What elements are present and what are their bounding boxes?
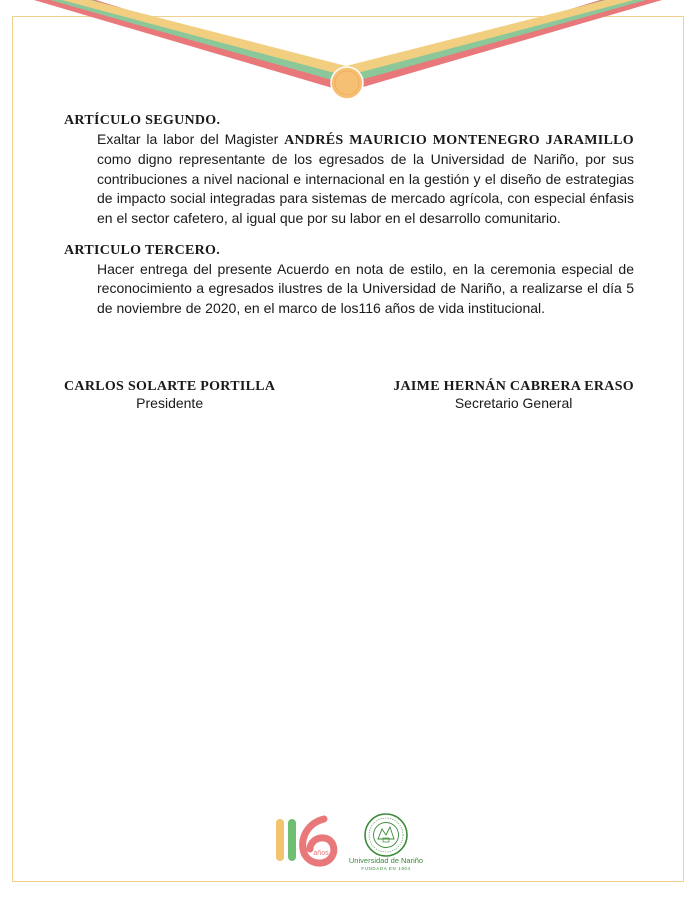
article-tercero <box>64 242 634 318</box>
article-paragraph: Hacer entrega del presente Acuerdo en nota de estilo, en la ceremonia especial de reconocimiento a egresados ilustres de la Universidad de Nariño, a realizarse el día 5 de noviembre de 2020, en el marco de los116 años de vida institucional. <box>97 261 634 316</box>
signer-role: Presidente <box>136 395 204 411</box>
article-heading: ARTICULO TERCERO. <box>64 243 221 259</box>
signature-block <box>64 378 634 418</box>
article-text: Exaltar la labor del Magister <box>97 131 285 147</box>
ribbon-banner <box>0 0 696 110</box>
medal-icon <box>331 67 363 99</box>
article-segundo <box>64 112 634 228</box>
honoree-name: ANDRÉS MAURICIO MONTENEGRO JARAMILLO <box>284 133 634 148</box>
signer-role: Secretario General <box>454 395 573 411</box>
university-name: Universidad de Nariño <box>348 856 424 865</box>
signature-secretary <box>393 378 634 412</box>
article-heading: ARTÍCULO SEGUNDO. <box>64 113 221 128</box>
university-founded: FUNDADA EN 1904 <box>361 866 411 871</box>
signature-president <box>64 378 275 412</box>
document-body <box>64 112 634 318</box>
signer-name: CARLOS SOLARTE PORTILLA <box>64 379 276 394</box>
anniversary-116-logo <box>274 813 342 869</box>
article-text: como digno representante de los egresados de la Universidad de Nariño, por sus contribuciones a nivel nacional e internacional en la gestión y el diseño de estrategias de impacto social integradas para sistemas de mercado agrícola, con especial énfasis en el sector cafetero, al igual que por su labor en el desarrollo comunitario. <box>97 151 634 226</box>
svg-text:años: años <box>313 850 329 857</box>
article-paragraph <box>97 130 634 228</box>
signer-name: JAIME HERNÁN CABRERA ERASO <box>393 379 634 394</box>
